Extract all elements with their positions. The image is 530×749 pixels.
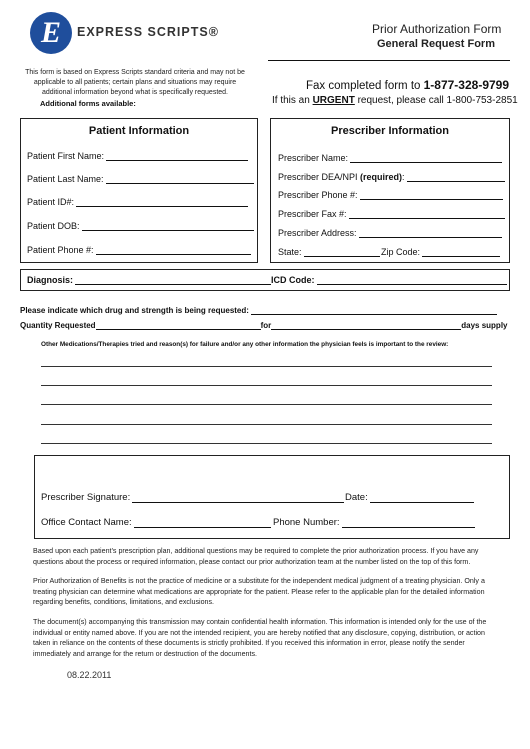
patient-last-name-field[interactable] xyxy=(27,174,254,184)
patient-first-name-field[interactable] xyxy=(27,151,248,161)
urgent-suffix: request, please call 1-800-753-2851 xyxy=(354,95,518,106)
office-contact-label: Office Contact Name: xyxy=(41,517,132,528)
prescriber-signature-label: Prescriber Signature: xyxy=(41,492,131,503)
form-subtitle: General Request Form xyxy=(377,38,495,50)
signature-box xyxy=(34,455,510,539)
other-meds-line-4[interactable] xyxy=(41,424,492,425)
urgent-prefix: If this an xyxy=(272,95,313,106)
process-paragraph: Based upon each patient’s prescription plan, additional questions may be required to complete the prior authorization process. If you have any questions about the process or required information, please contact our prior authorization team at the number listed on the top of this form. xyxy=(33,547,479,566)
other-meds-line-5[interactable] xyxy=(41,443,492,444)
phone-number-label: Phone Number: xyxy=(273,517,340,528)
patient-id-field[interactable] xyxy=(27,197,248,207)
patient-last-name-label: Patient Last Name: xyxy=(27,174,104,184)
patient-phone-field[interactable] xyxy=(27,245,251,255)
prescriber-zip-field[interactable] xyxy=(381,247,500,257)
patient-first-name-label: Patient First Name: xyxy=(27,151,105,161)
prescriber-zip-label: Zip Code: xyxy=(381,247,421,257)
patient-dob-label: Patient DOB: xyxy=(27,221,80,231)
icd-code-field[interactable] xyxy=(271,275,507,285)
prescriber-name-label: Prescriber Name: xyxy=(278,153,349,163)
disclaimer-paragraph: Prior Authorization of Benefits is not the practice of medicine or a substitute for the independent medical judgment of a treating physician. Only a treating physician can determine what medications are appropriate for the patient. Please refer to the applicable plan for the detailed information regarding benefits, conditions, limitations, and exclusions. xyxy=(33,577,485,606)
diagnosis-box xyxy=(20,269,510,291)
footer-date: 08.22.2011 xyxy=(67,670,112,680)
fax-number: 1-877-328-9799 xyxy=(423,78,510,92)
prescriber-dea-label: Prescriber DEA/NPI xyxy=(278,172,361,182)
drug-strength-field[interactable] xyxy=(20,305,497,315)
quantity-label: Quantity Requested xyxy=(20,321,96,330)
drug-strength-label: Please indicate which drug and strength is being requested: xyxy=(20,306,249,315)
urgent-word: URGENT xyxy=(312,95,355,106)
fax-instruction xyxy=(306,78,509,92)
criteria-note: This form is based on Express Scripts standard criteria and may not be applicable to all patients; certain plans and situations may require additional information beyond what is specifically requested. xyxy=(25,69,245,96)
diagnosis-label: Diagnosis: xyxy=(27,275,74,285)
other-meds-prompt: Other Medications/Therapies tried and reason(s) for failure and/or any other information the physician feels is important to the review: xyxy=(41,341,449,348)
icd-code-label: ICD Code: xyxy=(271,275,315,285)
urgent-instruction xyxy=(272,95,518,106)
prescriber-phone-field[interactable] xyxy=(278,190,503,200)
other-meds-line-2[interactable] xyxy=(41,385,492,386)
phone-number-field[interactable] xyxy=(273,517,475,528)
dea-required-label: (required) xyxy=(360,172,403,182)
patient-info-box xyxy=(20,118,258,263)
prescriber-info-box xyxy=(270,118,510,263)
prescriber-phone-label: Prescriber Phone #: xyxy=(278,190,358,200)
patient-info-heading: Patient Information xyxy=(88,125,190,137)
prescriber-info-heading: Prescriber Information xyxy=(331,125,449,137)
other-meds-line-1[interactable] xyxy=(41,366,492,367)
other-meds-line-3[interactable] xyxy=(41,404,492,405)
confidentiality-paragraph: The document(s) accompanying this transmission may contain confidential health information. This information is intended only for the use of the individual or entity named above. If you are not the intended recipient, you are hereby notified that any disclosure, copying, distribution, or action taken in reliance on the contents of these documents is strictly prohibited. If you received this information in error, please notify the sender immediately and arrange for the return or destruction of the documents. xyxy=(33,618,487,658)
diagnosis-field[interactable] xyxy=(27,275,271,285)
quantity-field[interactable] xyxy=(20,320,508,330)
prescriber-address-label: Prescriber Address: xyxy=(278,228,357,238)
prescriber-state-label: State: xyxy=(278,247,302,257)
prescriber-signature-field[interactable] xyxy=(41,492,344,503)
brand-name: EXPRESS SCRIPTS® xyxy=(77,25,219,39)
patient-phone-label: Patient Phone #: xyxy=(27,245,94,255)
prescriber-fax-field[interactable] xyxy=(278,209,505,219)
signature-date-field[interactable] xyxy=(345,492,474,503)
patient-dob-field[interactable] xyxy=(27,221,254,231)
office-contact-field[interactable] xyxy=(41,517,271,528)
additional-forms-label: Additional forms available: xyxy=(40,99,136,108)
prescriber-fax-label: Prescriber Fax #: xyxy=(278,209,347,219)
dea-colon: : xyxy=(402,172,405,182)
logo-letter: E xyxy=(40,16,61,49)
signature-date-label: Date: xyxy=(345,492,368,503)
header-divider xyxy=(268,60,510,61)
prescriber-state-field[interactable] xyxy=(278,247,380,257)
patient-id-label: Patient ID#: xyxy=(27,197,75,207)
prescriber-dea-npi-field[interactable] xyxy=(278,172,505,182)
days-supply-label: days supply xyxy=(461,321,508,330)
for-label: for xyxy=(260,321,272,330)
fax-prefix: Fax completed form to xyxy=(306,80,424,92)
prescriber-address-field[interactable] xyxy=(278,228,502,238)
prescriber-name-field[interactable] xyxy=(278,153,502,163)
form-title: Prior Authorization Form xyxy=(372,22,502,36)
